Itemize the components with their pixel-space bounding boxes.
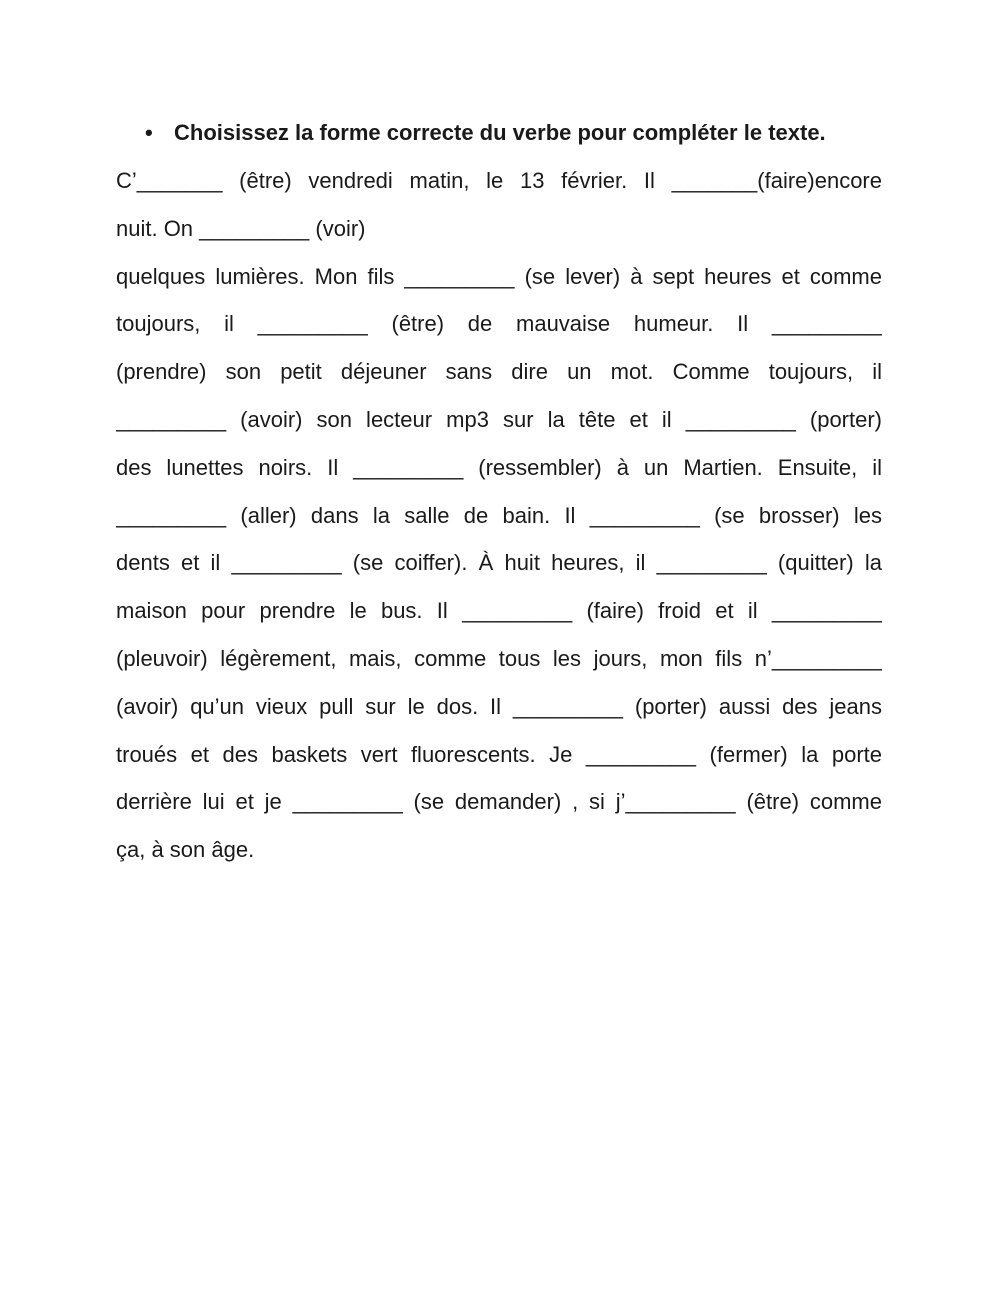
exercise-line: C’_______ (être) vendredi matin, le 13 février. Il _______(faire)encore [116, 168, 882, 193]
exercise-line: maison pour prendre le bus. Il _________ (faire) froid et il _________ [116, 598, 882, 624]
exercise-line: derrière lui et je _________ (se demander) , si j’_________ (être) comme [116, 789, 882, 815]
instruction-heading [145, 116, 905, 150]
exercise-line: (pleuvoir) légèrement, mais, comme tous les jours, mon fils n’_________ [116, 645, 882, 671]
instruction-text: Choisissez la forme correcte du verbe pour compléter le texte. [174, 120, 826, 145]
exercise-line: ça, à son âge. [116, 837, 255, 863]
exercise-line: (prendre) son petit déjeuner sans dire un mot. Comme toujours, il [116, 359, 882, 385]
exercise-line: dents et il _________ (se coiffer). À huit heures, il _________ (quitter) la [116, 550, 882, 576]
exercise-text [116, 160, 882, 877]
exercise-line: _________ (avoir) son lecteur mp3 sur la tête et il _________ (porter) [116, 406, 882, 432]
exercise-line: _________ (aller) dans la salle de bain. Il _________ (se brosser) les [116, 502, 882, 528]
bullet-icon: • [145, 120, 153, 145]
exercise-line: nuit. On _________ (voir) [116, 215, 366, 241]
exercise-line: des lunettes noirs. Il _________ (ressembler) à un Martien. Ensuite, il [116, 454, 882, 480]
exercise-line: (avoir) qu’un vieux pull sur le dos. Il _________ (porter) aussi des jeans [116, 693, 882, 719]
exercise-line: troués et des baskets vert fluorescents. Je _________ (fermer) la porte [116, 741, 882, 767]
exercise-line: toujours, il _________ (être) de mauvaise humeur. Il _________ [116, 311, 882, 337]
exercise-line: quelques lumières. Mon fils _________ (se lever) à sept heures et comme [116, 263, 882, 289]
